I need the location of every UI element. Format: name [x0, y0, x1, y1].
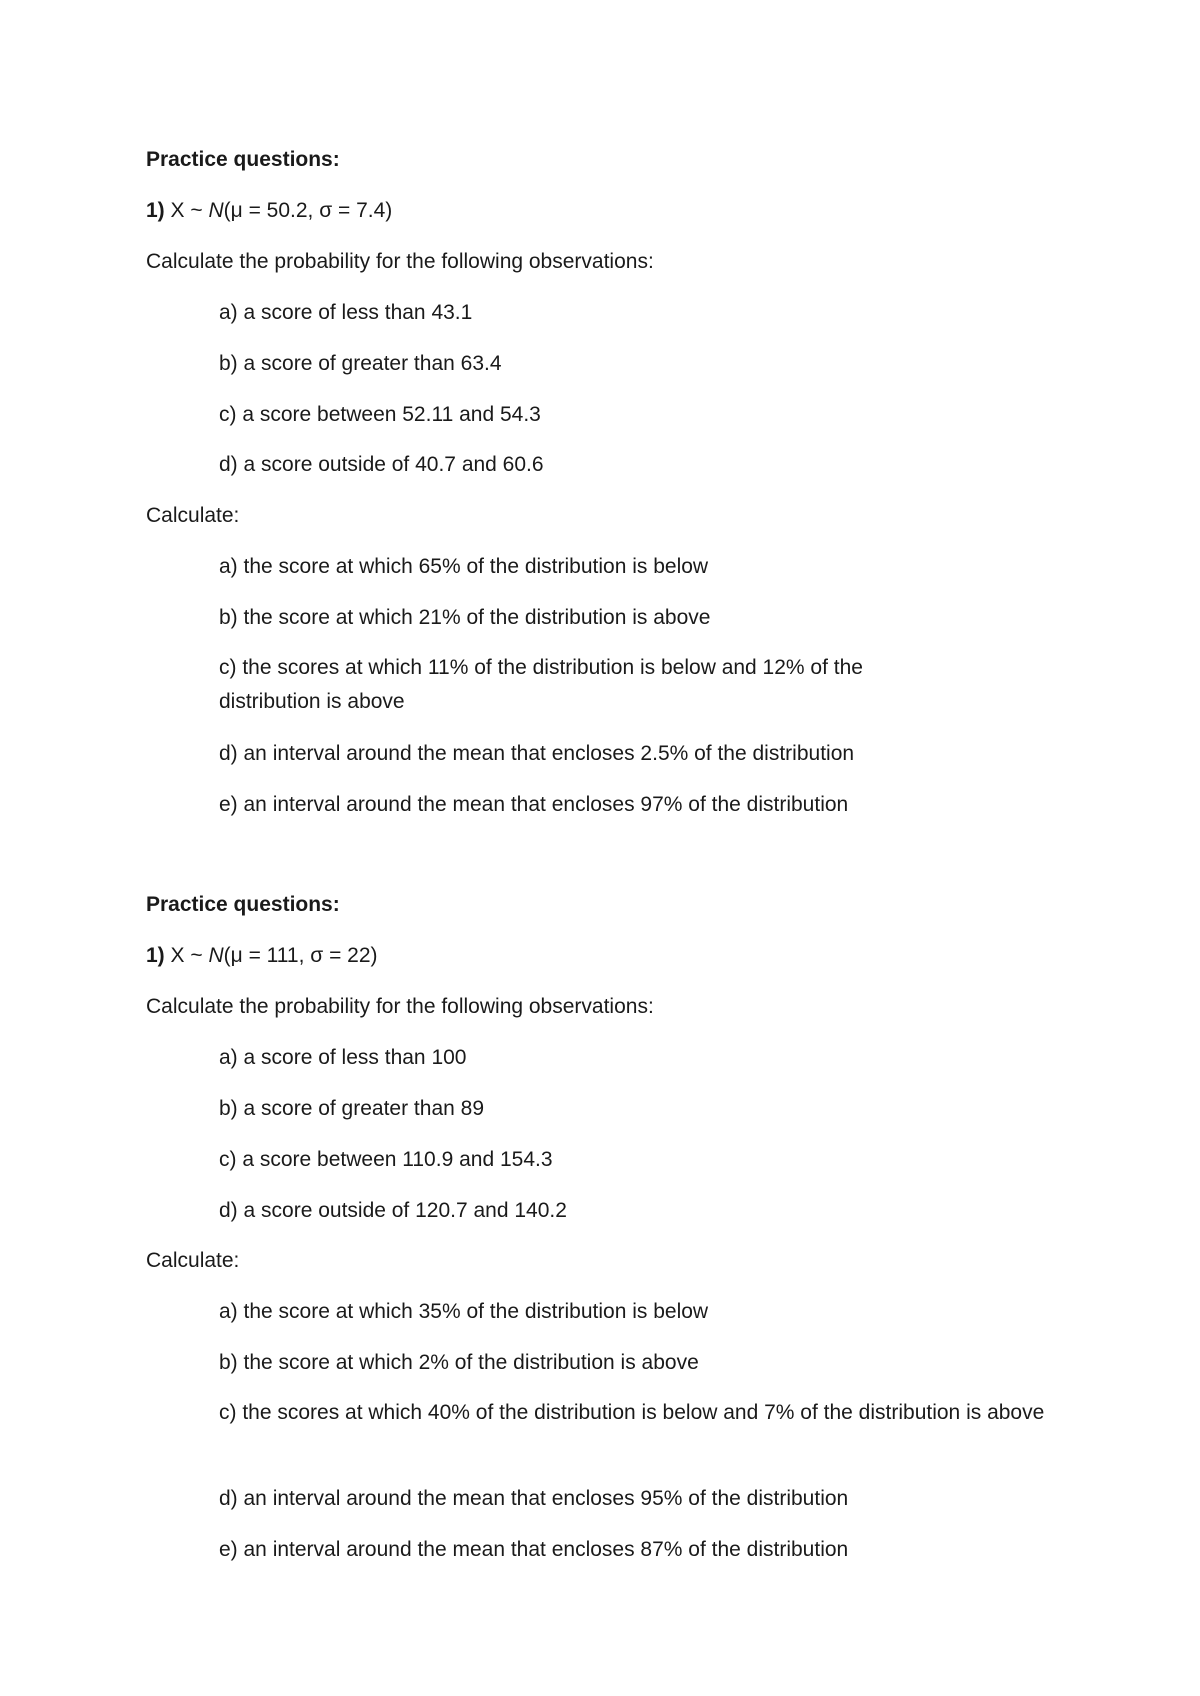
calculate-item: e) an interval around the mean that encloses 87% of the distribution: [219, 1538, 849, 1561]
distribution-prefix: X ~: [170, 199, 209, 222]
distribution-symbol: N: [208, 944, 224, 967]
probability-item: a) a score of less than 100: [219, 1046, 467, 1069]
probability-intro: Calculate the probability for the following observations:: [146, 250, 654, 273]
calculate-item: b) the score at which 21% of the distribution is above: [219, 606, 711, 629]
probability-item: d) a score outside of 40.7 and 60.6: [219, 453, 544, 476]
distribution-definition: [146, 198, 392, 224]
probability-item: c) a score between 110.9 and 154.3: [219, 1148, 553, 1171]
probability-item: a) a score of less than 43.1: [219, 301, 473, 324]
calculate-item: c) the scores at which 11% of the distribution is below and 12% of the distribution is above: [219, 656, 863, 713]
calculate-item: a) the score at which 65% of the distribution is below: [219, 555, 709, 578]
probability-item: c) a score between 52.11 and 54.3: [219, 403, 541, 426]
distribution-params: (μ = 111, σ = 22): [223, 944, 378, 967]
question-number: 1): [146, 944, 165, 967]
calculate-intro: Calculate:: [146, 1249, 240, 1272]
calculate-item: b) the score at which 2% of the distribution is above: [219, 1351, 699, 1374]
probability-item: d) a score outside of 120.7 and 140.2: [219, 1199, 567, 1222]
calculate-item: e) an interval around the mean that encloses 97% of the distribution: [219, 793, 849, 816]
calculate-item: a) the score at which 35% of the distribution is below: [219, 1300, 709, 1323]
probability-item: b) a score of greater than 89: [219, 1097, 484, 1120]
calculate-item: d) an interval around the mean that encloses 95% of the distribution: [219, 1487, 849, 1510]
question-number: 1): [146, 199, 165, 222]
section-heading: Practice questions:: [146, 148, 340, 171]
section-heading: Practice questions:: [146, 893, 340, 916]
calculate-item: c) the scores at which 40% of the distribution is below and 7% of the distribution is above: [219, 1401, 1045, 1424]
probability-item: b) a score of greater than 63.4: [219, 352, 502, 375]
distribution-params: (μ = 50.2, σ = 7.4): [223, 199, 393, 222]
calculate-item: d) an interval around the mean that encloses 2.5% of the distribution: [219, 742, 855, 765]
distribution-definition: [146, 943, 378, 969]
distribution-prefix: X ~: [170, 944, 209, 967]
probability-intro: Calculate the probability for the following observations:: [146, 995, 654, 1018]
calculate-intro: Calculate:: [146, 504, 240, 527]
distribution-symbol: N: [208, 199, 224, 222]
